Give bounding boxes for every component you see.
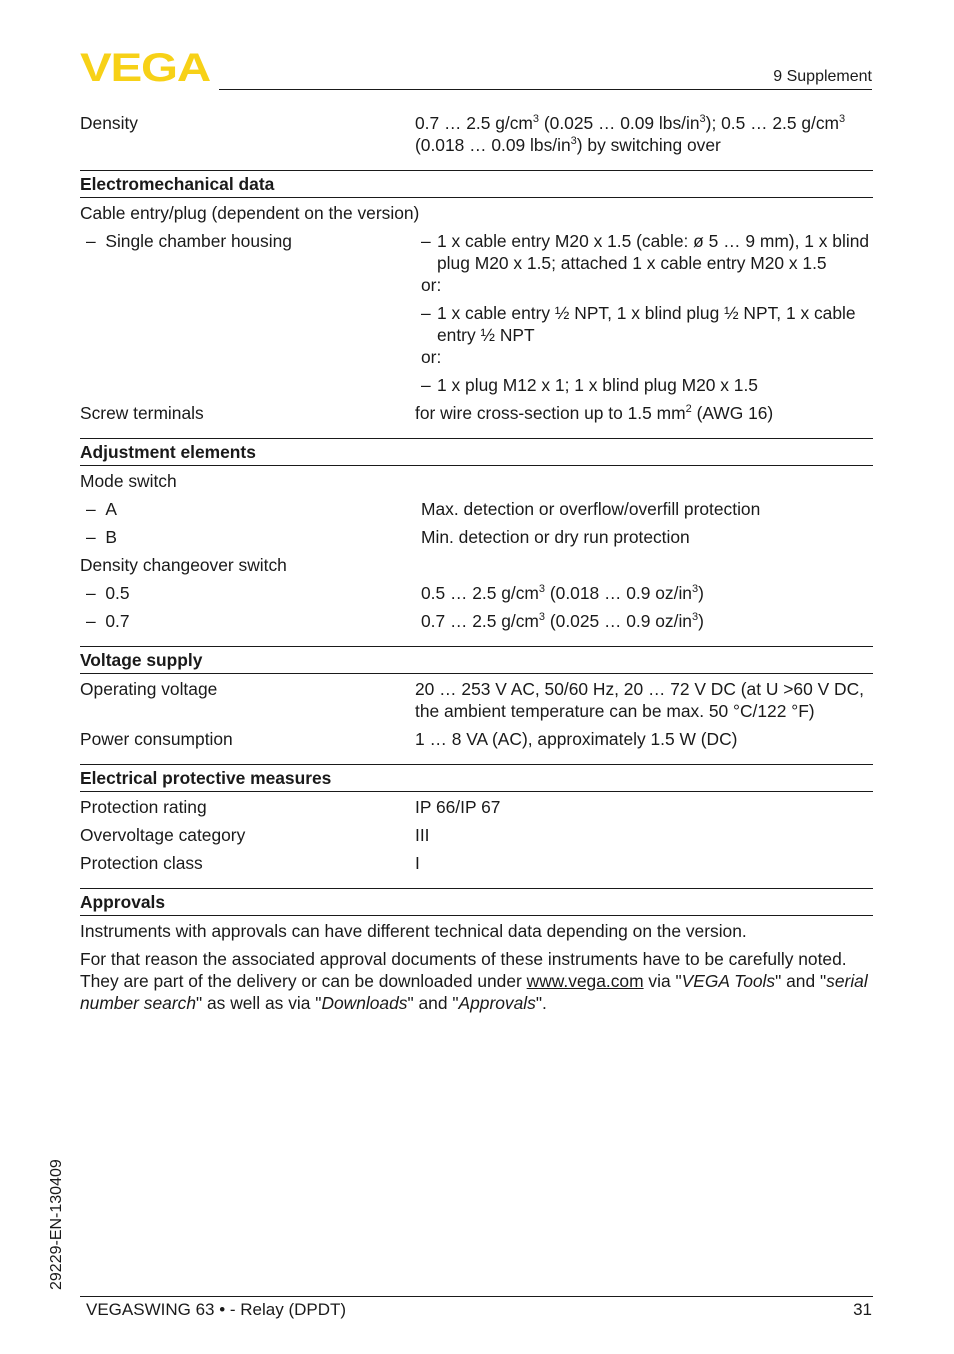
overvoltage-label: Overvoltage category — [80, 825, 246, 845]
vega-website-link[interactable]: www.vega.com — [526, 971, 644, 991]
mode-a-value: Max. detection or overflow/overfill protection — [421, 499, 761, 519]
voltage-heading: Voltage supply — [80, 646, 873, 674]
protection-class-label: Protection class — [80, 853, 203, 873]
or-text: or: — [421, 275, 442, 295]
single-chamber-label: – Single chamber housing — [86, 231, 292, 251]
density-07-value: 0.7 … 2.5 $g/cm^3$ (0.025 … 0.9 $oz/in^3$) — [421, 611, 704, 631]
protective-heading: Electrical protective measures — [80, 764, 873, 792]
protection-rating-value: IP 66/IP 67 — [415, 797, 501, 817]
screw-terminals-value: for wire cross-section up to 1.5 $mm^2$ (AWG 16) — [415, 403, 774, 423]
vega-logo — [80, 50, 212, 84]
footer-rule — [80, 1296, 873, 1297]
density-row — [80, 112, 873, 156]
mode-b-row — [80, 526, 873, 548]
spec-content — [80, 112, 873, 1020]
density-05-value: 0.5 … 2.5 $g/cm^3$ (0.018 … 0.9 $oz/in^3$) — [421, 583, 704, 603]
mode-a-row — [80, 498, 873, 520]
density-07-label: – 0.7 — [86, 611, 130, 631]
protection-rating-label: Protection rating — [80, 797, 207, 817]
operating-voltage-row — [80, 678, 873, 722]
power-consumption-row — [80, 728, 873, 750]
approvals-heading: Approvals — [80, 888, 873, 916]
density-05-label: – 0.5 — [86, 583, 130, 603]
mode-b-value: Min. detection or dry run protection — [421, 527, 690, 547]
power-consumption-value: 1 … 8 VA (AC), approximately 1.5 W (DC) — [415, 729, 738, 749]
or-text: or: — [421, 347, 442, 367]
header-rule — [219, 89, 872, 90]
mode-switch-label: Mode switch — [80, 471, 177, 491]
cable-option-1: – 1 x cable entry M20 x 1.5 (cable: ø 5 … 9 mm), 1 x blind plug M20 x 1.5; attached 1 x cable entry M20 x 1.5 — [421, 231, 870, 273]
protection-class-value: I — [415, 853, 420, 873]
mode-b-label: – B — [86, 527, 117, 547]
cable-entry-row — [80, 202, 873, 224]
adjustment-heading: Adjustment elements — [80, 438, 873, 466]
single-chamber-row — [80, 230, 873, 396]
operating-voltage-value: 20 … 253 V AC, 50/60 Hz, 20 … 72 V DC (at U >60 V DC, the ambient temperature can be max. 50 °C/122 °F) — [415, 679, 864, 721]
mode-switch-row — [80, 470, 873, 492]
density-switch-label: Density changeover switch — [80, 555, 287, 575]
section-label: 9 Supplement — [773, 68, 872, 85]
page-number: 31 — [853, 1300, 872, 1319]
screw-terminals-label: Screw terminals — [80, 403, 204, 423]
approvals-paragraph-1: Instruments with approvals can have different technical data depending on the version. — [80, 921, 747, 941]
overvoltage-value: III — [415, 825, 430, 845]
footer-product: VEGASWING 63 • - Relay (DPDT) — [86, 1300, 347, 1319]
operating-voltage-label: Operating voltage — [80, 679, 218, 699]
approvals-paragraph-2: For that reason the associated approval documents of these instruments have to be carefully noted. They are part of the delivery or can be downloaded under www.vega.com via "VEGA Tools" and "serial number search" as well as via "Downloads" and "Approvals". — [80, 949, 868, 1013]
protection-rating-row — [80, 796, 873, 818]
density-switch-row — [80, 554, 873, 576]
cable-option-2: – 1 x cable entry ½ NPT, 1 x blind plug ½ NPT, 1 x cable entry ½ NPT — [421, 303, 856, 345]
document-code: 29229-EN-130409 — [48, 1159, 65, 1290]
protection-class-row — [80, 852, 873, 874]
density-07-row — [80, 610, 873, 632]
cable-entry-label: Cable entry/plug (dependent on the version) — [80, 203, 420, 223]
power-consumption-label: Power consumption — [80, 729, 233, 749]
density-value: 0.7 … 2.5 $g/cm^3$ (0.025 … 0.09 lbs/$in^3$); 0.5 … 2.5 $g/cm^3$ (0.018 … 0.09 lbs/$in^3$) by switching over — [415, 113, 846, 155]
density-05-row — [80, 582, 873, 604]
vega-logo-text: VEGA — [80, 50, 211, 84]
cable-option-3: – 1 x plug M12 x 1; 1 x blind plug M20 x 1.5 — [421, 375, 758, 395]
overvoltage-row — [80, 824, 873, 846]
single-chamber-options — [421, 230, 873, 396]
density-label: Density — [80, 113, 138, 133]
electromechanical-heading: Electromechanical data — [80, 170, 873, 198]
mode-a-label: – A — [86, 499, 117, 519]
screw-terminals-row — [80, 402, 873, 424]
